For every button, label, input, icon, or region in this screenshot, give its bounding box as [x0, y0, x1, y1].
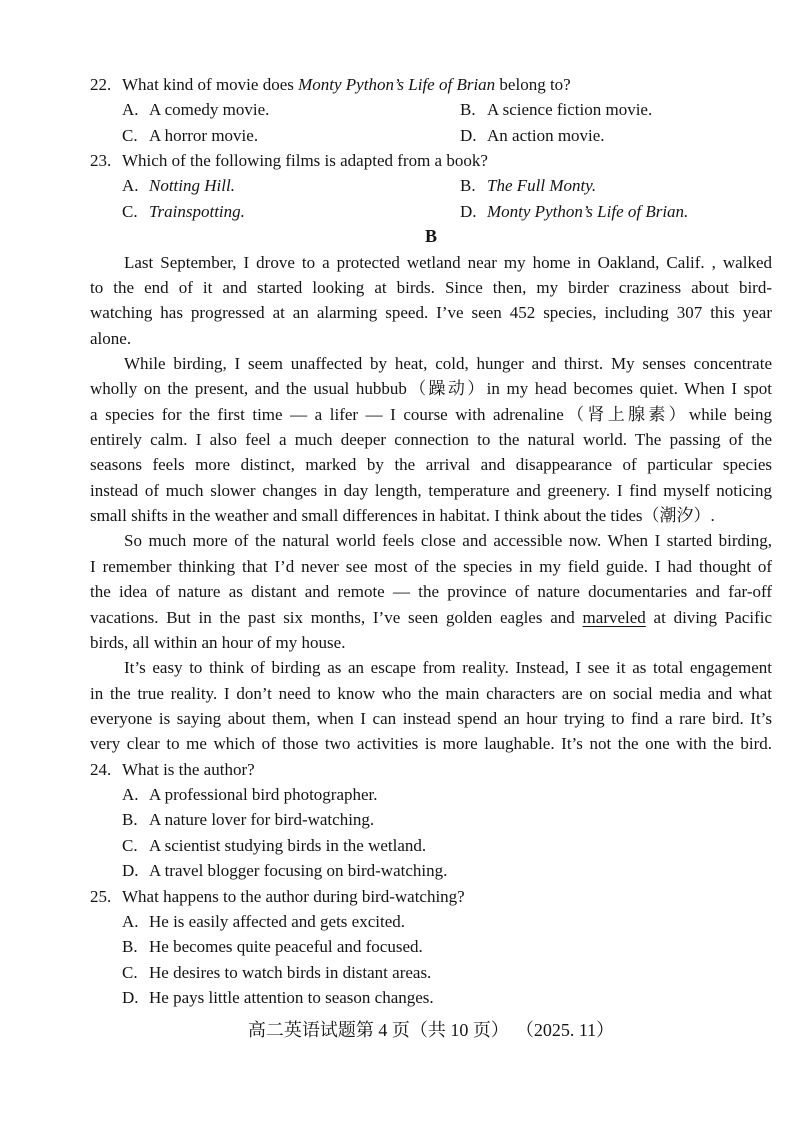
question-number: 22. — [90, 75, 112, 94]
passage-line: a species for the first time — a lifer — I course with adrenaline（肾上腺素）while being — [90, 404, 772, 424]
option-text: A nature lover for bird-watching. — [149, 810, 375, 830]
question-number: 24. — [90, 759, 112, 779]
question-stem: What is the author? — [122, 759, 255, 779]
option-b — [460, 173, 596, 198]
option-label: B. — [122, 810, 138, 830]
question-stem: What kind of movie does — [122, 75, 299, 94]
option-label: B. — [460, 176, 476, 196]
option-c — [90, 833, 772, 858]
passage-line — [90, 605, 772, 630]
question-number: 25. — [90, 886, 112, 906]
option-label: C. — [122, 962, 138, 982]
option-label: A. — [122, 100, 139, 120]
option-text: He is easily affected and gets excited. — [149, 911, 405, 931]
passage-line: small shifts in the weather and small differences in habitat. I think about the tides（潮汐）. — [90, 506, 715, 526]
option-label: B. — [460, 100, 476, 120]
passage-line: very clear to me which of those two activities is more laughable. It’s not the one with the bird. — [90, 734, 772, 754]
question-number: 23. — [90, 151, 112, 171]
option-c — [122, 199, 245, 224]
option-a — [90, 782, 772, 807]
option-text: A horror movie. — [149, 125, 259, 145]
passage-line: watching has progressed at an alarming speed. I’ve seen 452 species, including 307 this year — [90, 303, 772, 323]
question-25 — [90, 884, 772, 909]
passage-line: I remember thinking that I’d never see most of the species in my field guide. I had thought of — [90, 556, 772, 576]
passage-line: Last September, I drove to a protected wetland near my home in Oakland, Calif. , walked — [124, 252, 772, 272]
page-info: 高二英语试题第 4 页（共 10 页） — [247, 1020, 509, 1040]
option-text: A scientist studying birds in the wetland. — [149, 835, 427, 855]
option-label: B. — [122, 937, 138, 957]
option-text: Monty Python’s Life of Brian. — [487, 201, 689, 221]
passage-line: wholly on the present, and the usual hubbub（躁动）in my head becomes quiet. When I spot — [90, 379, 772, 399]
option-text: Notting Hill. — [149, 176, 235, 196]
option-row — [90, 173, 772, 198]
passage-line: in the true reality. I don’t need to know who the main characters are on social media and what — [90, 683, 772, 703]
line-text: vacations. But in the past six months, I’ve seen golden eagles and — [90, 607, 583, 627]
option-row — [90, 97, 772, 122]
option-d — [90, 985, 772, 1010]
passage-paragraph-4 — [90, 655, 772, 756]
question-24 — [90, 757, 772, 782]
passage-line: everyone is saying about them, when I can instead spend an hour trying to find a rare bird. It’s — [90, 708, 772, 728]
passage-line: alone. — [90, 328, 132, 348]
option-text: Trainspotting. — [149, 201, 245, 221]
question-stem: Which of the following films is adapted from a book? — [122, 151, 488, 171]
option-text: The Full Monty. — [487, 176, 597, 196]
option-label: D. — [122, 987, 139, 1007]
page-content — [90, 72, 772, 1010]
passage-paragraph-2 — [90, 351, 772, 529]
passage-line: So much more of the natural world feels close and accessible now. When I started birding, — [124, 531, 772, 551]
option-text: He pays little attention to season changes. — [149, 987, 434, 1007]
option-label: C. — [122, 201, 138, 221]
page-footer — [90, 1017, 772, 1043]
option-label: D. — [460, 125, 477, 145]
option-text: He desires to watch birds in distant areas. — [149, 962, 432, 982]
question-23 — [90, 148, 772, 173]
option-c — [122, 123, 258, 148]
underlined-word: marveled — [582, 607, 646, 627]
option-label: A. — [122, 785, 139, 805]
option-a — [122, 97, 269, 122]
section-label: B — [424, 226, 437, 247]
option-a — [122, 173, 235, 198]
option-text: An action movie. — [487, 125, 605, 145]
passage-line: instead of much slower changes in day length, temperature and greenery. I find myself noticing — [90, 480, 772, 500]
line-text: at diving Pacific — [645, 607, 772, 627]
option-text: A science fiction movie. — [487, 100, 653, 120]
option-d — [90, 858, 772, 883]
option-text: A professional bird photographer. — [149, 785, 378, 805]
option-label: A. — [122, 911, 139, 931]
passage-line: seasons feels more distinct, marked by the arrival and disappearance of particular species — [90, 455, 772, 475]
option-a — [90, 909, 772, 934]
option-label: D. — [460, 201, 477, 221]
passage-paragraph-3 — [90, 528, 772, 655]
option-text: A comedy movie. — [149, 100, 270, 120]
exam-date: （2025. 11） — [524, 1020, 615, 1040]
passage-line: the idea of nature as distant and remote — the province of nature documentaries and far-off — [90, 582, 772, 602]
option-row — [90, 199, 772, 224]
option-label: C. — [122, 835, 138, 855]
passage-line: to the end of it and started looking at birds. Since then, my birder craziness about bird- — [90, 277, 772, 297]
passage-line: birds, all within an hour of my house. — [90, 632, 346, 652]
passage-line: While birding, I seem unaffected by heat, cold, hunger and thirst. My senses concentrate — [124, 353, 772, 373]
film-title: Monty Python’s Life of Brian — [298, 75, 496, 94]
option-d — [460, 199, 688, 224]
option-label: D. — [122, 861, 139, 881]
option-row — [90, 123, 772, 148]
question-22 — [90, 72, 772, 97]
option-c — [90, 960, 772, 985]
option-text: A travel blogger focusing on bird-watching. — [149, 861, 448, 881]
passage-line: It’s easy to think of birding as an escape from reality. Instead, I see it as total engagement — [124, 658, 772, 678]
option-label: C. — [122, 125, 138, 145]
option-d — [460, 123, 605, 148]
question-stem-end: belong to? — [495, 75, 571, 94]
option-b — [90, 807, 772, 832]
passage-paragraph-1 — [90, 250, 772, 351]
question-stem: What happens to the author during bird-watching? — [122, 886, 465, 906]
option-b — [90, 934, 772, 959]
passage-line: entirely calm. I also feel a much deeper connection to the natural world. The passing of the — [90, 430, 772, 450]
option-text: He becomes quite peaceful and focused. — [149, 937, 423, 957]
option-b — [460, 97, 652, 122]
option-label: A. — [122, 176, 139, 196]
